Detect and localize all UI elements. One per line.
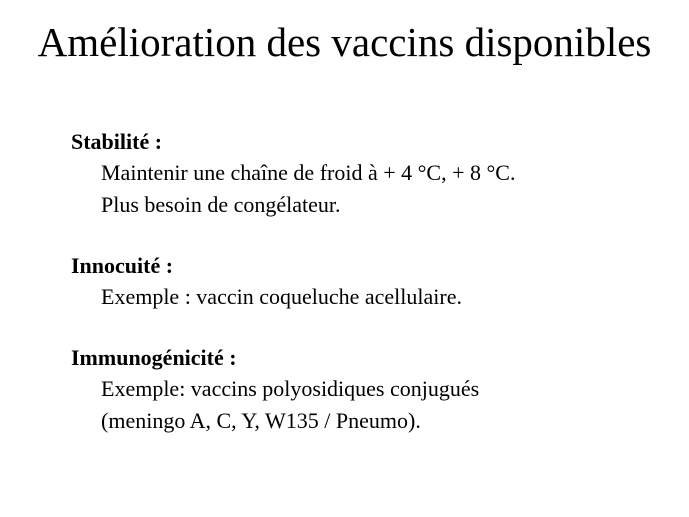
section-stabilite — [71, 126, 671, 221]
section-line: (meningo A, C, Y, W135 / Pneumo). — [101, 408, 421, 433]
section-immunogenicite — [71, 342, 671, 437]
slide-body — [71, 126, 671, 466]
section-heading: Stabilité : — [71, 129, 163, 154]
section-heading: Innocuité : — [71, 253, 174, 278]
section-heading: Immunogénicité : — [71, 345, 237, 370]
section-line: Exemple: vaccins polyosidiques conjugués — [101, 376, 480, 401]
slide-title: Amélioration des vaccins disponibles — [37, 19, 652, 65]
section-innocuite — [71, 250, 671, 313]
section-line: Plus besoin de congélateur. — [101, 192, 341, 217]
section-line: Exemple : vaccin coqueluche acellulaire. — [101, 284, 462, 309]
section-line: Maintenir une chaîne de froid à + 4 °C, + 8 °C. — [101, 160, 516, 185]
